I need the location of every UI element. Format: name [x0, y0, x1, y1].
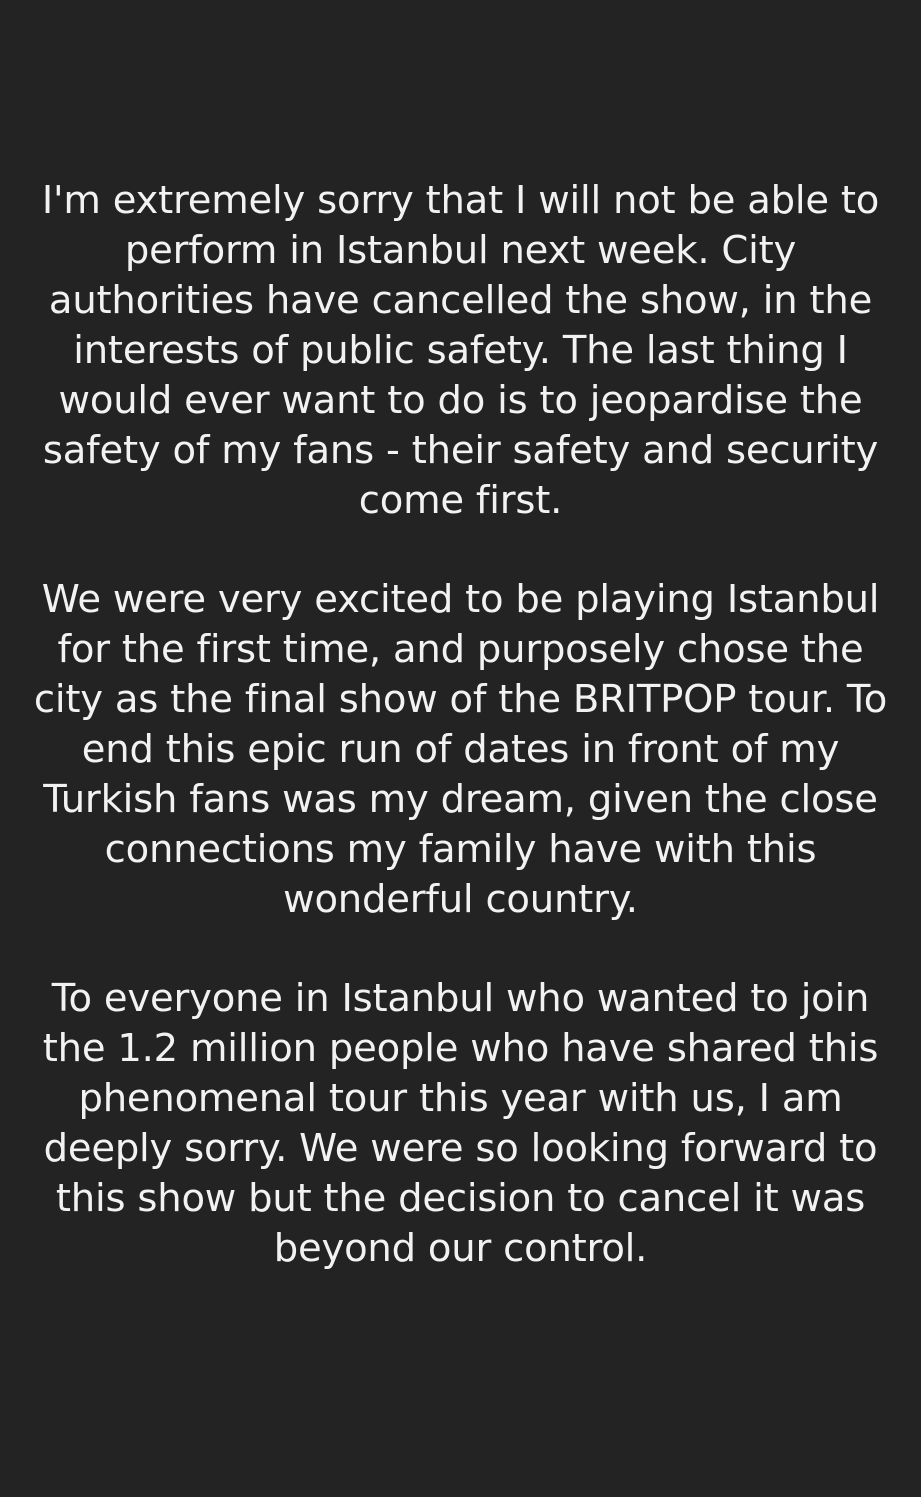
statement-text-block: [23, 176, 899, 1274]
statement-paragraph-1: I'm extremely sorry that I will not be able to perform in Istanbul next week. City authorities have cancelled the show, in the interests of public safety. The last thing I would ever want to do is to jeopardise the safety of my fans - their safety and security come first.: [41, 178, 892, 523]
statement-paragraph-2: We were very excited to be playing Istanbul for the first time, and purposely chose the city as the final show of the BRITPOP tour. To end this epic run of dates in front of my Turkish fans was my dream, given the close connections my family have with this wonderful country.: [33, 577, 900, 922]
paragraph-spacer: [23, 526, 899, 575]
paragraph-spacer: [23, 925, 899, 974]
statement-paragraph-3: To everyone in Istanbul who wanted to join the 1.2 million people who have shared this phenomenal tour this year with us, I am deeply sorry. We were so looking forward to this show but the decision to cancel it was beyond our control.: [42, 976, 891, 1271]
